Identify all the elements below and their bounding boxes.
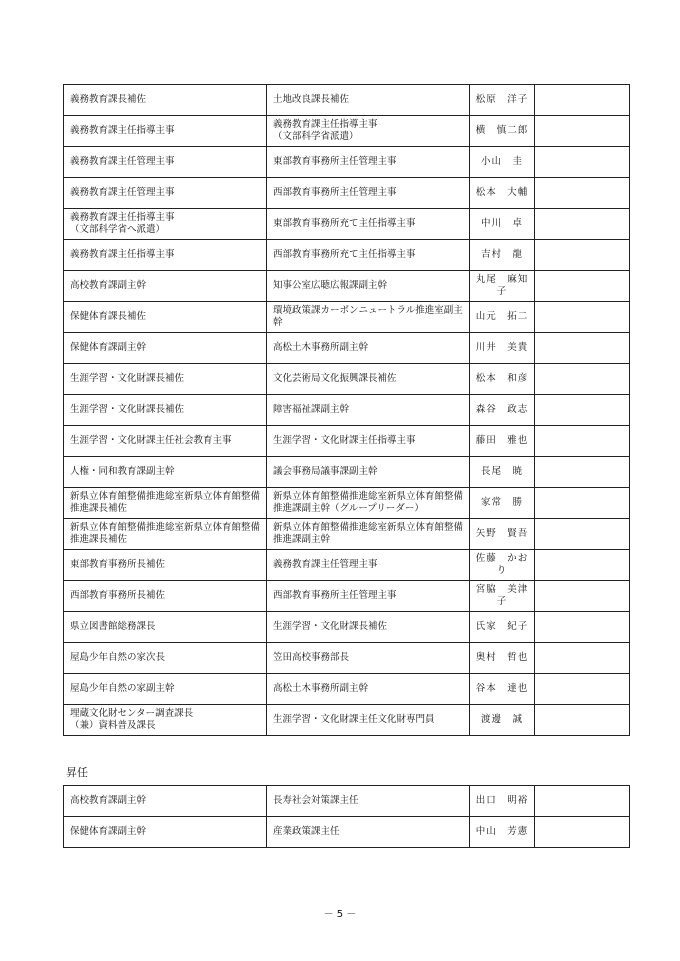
table-row <box>64 85 630 116</box>
new-position-cell: 保健体育課長補佐 <box>64 302 267 333</box>
new-position-cell: 生涯学習・文化財課主任社会教育主事 <box>64 426 267 457</box>
empty-cell <box>535 612 630 643</box>
person-name-cell: 松原 洋子 <box>470 85 535 116</box>
table-row <box>64 705 630 736</box>
person-name-cell: 吉村 龍 <box>470 240 535 271</box>
person-name-cell: 宮脇 美津子 <box>470 581 535 612</box>
old-position-cell: 新県立体育館整備推進総室新県立体育館整備推進課副主幹 <box>267 519 470 550</box>
table-row <box>64 426 630 457</box>
table-row <box>64 581 630 612</box>
old-position-cell: 義務教育課主任指導主事 （文部科学省派遣） <box>267 116 470 147</box>
old-position-cell: 義務教育課主任管理主事 <box>267 550 470 581</box>
person-name-cell: 家常 勝 <box>470 488 535 519</box>
old-position-cell: 生涯学習・文化財課主任文化財専門員 <box>267 705 470 736</box>
person-name-cell: 奥村 哲也 <box>470 643 535 674</box>
old-position-cell: 長寿社会対策課主任 <box>267 786 470 817</box>
empty-cell <box>535 426 630 457</box>
person-name-cell: 矢野 賢吾 <box>470 519 535 550</box>
old-position-cell: 東部教育事務所充て主任指導主事 <box>267 209 470 240</box>
new-position-cell: 新県立体育館整備推進総室新県立体育館整備推進課長補佐 <box>64 519 267 550</box>
empty-cell <box>535 364 630 395</box>
old-position-cell: 笠田高校事務部長 <box>267 643 470 674</box>
table-row <box>64 333 630 364</box>
person-name-cell: 山元 拓二 <box>470 302 535 333</box>
empty-cell <box>535 550 630 581</box>
empty-cell <box>535 302 630 333</box>
table-row <box>64 271 630 302</box>
old-position-cell: 生涯学習・文化財課主任指導主事 <box>267 426 470 457</box>
old-position-cell: 新県立体育館整備推進総室新県立体育館整備推進課副主幹（グループリーダー） <box>267 488 470 519</box>
empty-cell <box>535 240 630 271</box>
table-row <box>64 786 630 817</box>
old-position-cell: 西部教育事務所主任管理主事 <box>267 581 470 612</box>
new-position-cell: 屋島少年自然の家次長 <box>64 643 267 674</box>
empty-cell <box>535 817 630 848</box>
new-position-cell: 義務教育課主任指導主事 <box>64 116 267 147</box>
person-name-cell: 出口 明裕 <box>470 786 535 817</box>
person-name-cell: 谷本 達也 <box>470 674 535 705</box>
new-position-cell: 保健体育課副主幹 <box>64 817 267 848</box>
person-name-cell: 中山 芳憲 <box>470 817 535 848</box>
old-position-cell: 土地改良課長補佐 <box>267 85 470 116</box>
table-row <box>64 550 630 581</box>
empty-cell <box>535 116 630 147</box>
old-position-cell: 東部教育事務所主任管理主事 <box>267 147 470 178</box>
table-row <box>64 643 630 674</box>
personnel-table <box>63 84 630 736</box>
section-title: 昇任 <box>66 766 88 779</box>
person-name-cell: 氏家 紀子 <box>470 612 535 643</box>
person-name-cell: 佐藤 かおり <box>470 550 535 581</box>
empty-cell <box>535 178 630 209</box>
table-row <box>64 674 630 705</box>
table-row <box>64 457 630 488</box>
new-position-cell: 東部教育事務所長補佐 <box>64 550 267 581</box>
table-row <box>64 364 630 395</box>
person-name-cell: 渡邊 誠 <box>470 705 535 736</box>
new-position-cell: 埋蔵文化財センター調査課長 （兼）資料普及課長 <box>64 705 267 736</box>
old-position-cell: 知事公室広聴広報課副主幹 <box>267 271 470 302</box>
new-position-cell: 義務教育課主任管理主事 <box>64 147 267 178</box>
person-name-cell: 横 慎二郎 <box>470 116 535 147</box>
new-position-cell: 生涯学習・文化財課長補佐 <box>64 364 267 395</box>
new-position-cell: 義務教育課主任管理主事 <box>64 178 267 209</box>
new-position-cell: 義務教育課主任指導主事 （文部科学省へ派遣） <box>64 209 267 240</box>
new-position-cell: 保健体育課副主幹 <box>64 333 267 364</box>
person-name-cell: 小山 圭 <box>470 147 535 178</box>
table-row <box>64 612 630 643</box>
empty-cell <box>535 271 630 302</box>
person-name-cell: 松本 大輔 <box>470 178 535 209</box>
new-position-cell: 義務教育課長補佐 <box>64 85 267 116</box>
empty-cell <box>535 674 630 705</box>
empty-cell <box>535 488 630 519</box>
table-row <box>64 178 630 209</box>
person-name-cell: 川井 美貴 <box>470 333 535 364</box>
person-name-cell: 丸尾 麻知子 <box>470 271 535 302</box>
old-position-cell: 環境政策課カーボンニュートラル推進室副主幹 <box>267 302 470 333</box>
person-name-cell: 藤田 雅也 <box>470 426 535 457</box>
old-position-cell: 障害福祉課副主幹 <box>267 395 470 426</box>
old-position-cell: 産業政策課主任 <box>267 817 470 848</box>
old-position-cell: 高松土木事務所副主幹 <box>267 674 470 705</box>
table-row <box>64 395 630 426</box>
empty-cell <box>535 147 630 178</box>
new-position-cell: 新県立体育館整備推進総室新県立体育館整備推進課長補佐 <box>64 488 267 519</box>
new-position-cell: 西部教育事務所長補佐 <box>64 581 267 612</box>
empty-cell <box>535 643 630 674</box>
empty-cell <box>535 85 630 116</box>
new-position-cell: 県立図書館総務課長 <box>64 612 267 643</box>
new-position-cell: 高校教育課副主幹 <box>64 786 267 817</box>
table-row <box>64 209 630 240</box>
table-row <box>64 116 630 147</box>
old-position-cell: 文化芸術局文化振興課長補佐 <box>267 364 470 395</box>
empty-cell <box>535 705 630 736</box>
page-number: － 5 － <box>323 909 357 920</box>
promotion-table <box>63 785 630 848</box>
person-name-cell: 森谷 政志 <box>470 395 535 426</box>
new-position-cell: 義務教育課主任指導主事 <box>64 240 267 271</box>
empty-cell <box>535 581 630 612</box>
person-name-cell: 長尾 暁 <box>470 457 535 488</box>
table-row <box>64 817 630 848</box>
person-name-cell: 中川 卓 <box>470 209 535 240</box>
table-row <box>64 240 630 271</box>
empty-cell <box>535 209 630 240</box>
new-position-cell: 人権・同和教育課副主幹 <box>64 457 267 488</box>
old-position-cell: 生涯学習・文化財課長補佐 <box>267 612 470 643</box>
old-position-cell: 西部教育事務所主任管理主事 <box>267 178 470 209</box>
person-name-cell: 松本 和彦 <box>470 364 535 395</box>
empty-cell <box>535 333 630 364</box>
old-position-cell: 西部教育事務所充て主任指導主事 <box>267 240 470 271</box>
old-position-cell: 高松土木事務所副主幹 <box>267 333 470 364</box>
table-row <box>64 147 630 178</box>
table-row <box>64 519 630 550</box>
old-position-cell: 議会事務局議事課副主幹 <box>267 457 470 488</box>
empty-cell <box>535 519 630 550</box>
new-position-cell: 生涯学習・文化財課長補佐 <box>64 395 267 426</box>
table-row <box>64 302 630 333</box>
empty-cell <box>535 395 630 426</box>
empty-cell <box>535 457 630 488</box>
new-position-cell: 屋島少年自然の家副主幹 <box>64 674 267 705</box>
table-row <box>64 488 630 519</box>
empty-cell <box>535 786 630 817</box>
new-position-cell: 高校教育課副主幹 <box>64 271 267 302</box>
